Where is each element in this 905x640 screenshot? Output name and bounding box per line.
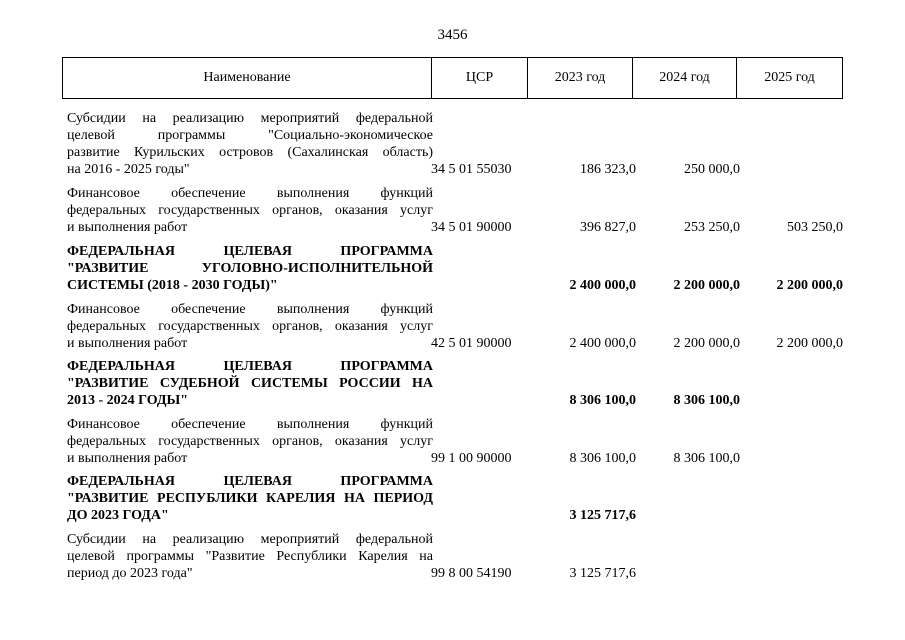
row-name — [67, 531, 433, 582]
row-name — [67, 243, 433, 294]
row-name-line: ФЕДЕРАЛЬНАЯ ЦЕЛЕВАЯ ПРОГРАММА — [67, 474, 433, 489]
row-name-line: на 2016 - 2025 годы" — [67, 162, 190, 177]
table-row — [62, 358, 843, 409]
row-value-2025: 2 200 000,0 — [776, 278, 843, 293]
row-name-line: Финансовое обеспечение выполнения функций — [67, 302, 433, 317]
header-2023: 2023 год — [528, 58, 633, 98]
row-name — [67, 185, 433, 236]
row-csr: 99 1 00 90000 — [431, 451, 512, 466]
row-value-2023: 186 323,0 — [580, 162, 636, 177]
row-name-line: "РАЗВИТИЕ РЕСПУБЛИКИ КАРЕЛИЯ НА ПЕРИОД — [67, 491, 433, 506]
row-value-2024: 8 306 100,0 — [673, 451, 740, 466]
row-name-line: ФЕДЕРАЛЬНАЯ ЦЕЛЕВАЯ ПРОГРАММА — [67, 359, 433, 374]
row-csr: 34 5 01 55030 — [431, 162, 512, 177]
header-2024: 2024 год — [633, 58, 737, 98]
row-name-line: 2013 - 2024 ГОДЫ" — [67, 393, 189, 408]
row-value-2024: 2 200 000,0 — [673, 278, 740, 293]
row-name-line: "РАЗВИТИЕ СУДЕБНОЙ СИСТЕМЫ РОССИИ НА — [67, 376, 433, 391]
table-row — [62, 185, 843, 236]
row-name — [67, 473, 433, 524]
row-name-line: период до 2023 года" — [67, 566, 193, 581]
header-csr: ЦСР — [432, 58, 528, 98]
row-value-2024: 8 306 100,0 — [673, 393, 740, 408]
table-row — [62, 110, 843, 178]
table-row — [62, 416, 843, 467]
row-value-2025: 2 200 000,0 — [776, 336, 843, 351]
row-value-2023: 8 306 100,0 — [569, 393, 636, 408]
row-name-line: Финансовое обеспечение выполнения функций — [67, 417, 433, 432]
row-name — [67, 301, 433, 352]
row-name-line: Финансовое обеспечение выполнения функций — [67, 186, 433, 201]
row-value-2025: 503 250,0 — [787, 220, 843, 235]
row-name-line: Субсидии на реализацию мероприятий федеральной — [67, 532, 433, 547]
row-csr: 99 8 00 54190 — [431, 566, 512, 581]
page-number: 3456 — [437, 27, 468, 43]
row-name-line: федеральных государственных органов, оказания услуг — [67, 434, 433, 449]
row-name — [67, 358, 433, 409]
row-csr: 34 5 01 90000 — [431, 220, 512, 235]
row-name-line: Субсидии на реализацию мероприятий федеральной — [67, 111, 433, 126]
row-name-line: развитие Курильских островов (Сахалинская область) — [67, 145, 433, 160]
row-name-line: "РАЗВИТИЕ УГОЛОВНО-ИСПОЛНИТЕЛЬНОЙ — [67, 261, 433, 276]
row-name-line: и выполнения работ — [67, 336, 188, 351]
row-value-2023: 2 400 000,0 — [569, 336, 636, 351]
row-value-2024: 2 200 000,0 — [673, 336, 740, 351]
row-name — [67, 110, 433, 178]
row-name-line: СИСТЕМЫ (2018 - 2030 ГОДЫ)" — [67, 278, 278, 293]
table-row — [62, 301, 843, 352]
row-name-line: ДО 2023 ГОДА" — [67, 508, 169, 523]
row-name-line: ФЕДЕРАЛЬНАЯ ЦЕЛЕВАЯ ПРОГРАММА — [67, 244, 433, 259]
row-name — [67, 416, 433, 467]
row-value-2024: 253 250,0 — [684, 220, 740, 235]
row-value-2023: 3 125 717,6 — [569, 508, 636, 523]
header-2025: 2025 год — [764, 70, 815, 85]
row-value-2023: 396 827,0 — [580, 220, 636, 235]
row-value-2023: 3 125 717,6 — [569, 566, 636, 581]
table-row — [62, 531, 843, 582]
row-csr: 42 5 01 90000 — [431, 336, 512, 351]
row-value-2024: 250 000,0 — [684, 162, 740, 177]
table-header — [62, 57, 843, 99]
row-name-line: и выполнения работ — [67, 451, 188, 466]
row-value-2023: 8 306 100,0 — [569, 451, 636, 466]
row-name-line: и выполнения работ — [67, 220, 188, 235]
row-name-line: целевой программы "Социально-экономическое — [67, 128, 433, 143]
row-value-2023: 2 400 000,0 — [569, 278, 636, 293]
row-name-line: целевой программы "Развитие Республики Карелия на — [67, 549, 433, 564]
table-row — [62, 473, 843, 524]
header-name: Наименование — [63, 58, 432, 98]
row-name-line: федеральных государственных органов, оказания услуг — [67, 319, 433, 334]
table-row — [62, 243, 843, 294]
row-name-line: федеральных государственных органов, оказания услуг — [67, 203, 433, 218]
